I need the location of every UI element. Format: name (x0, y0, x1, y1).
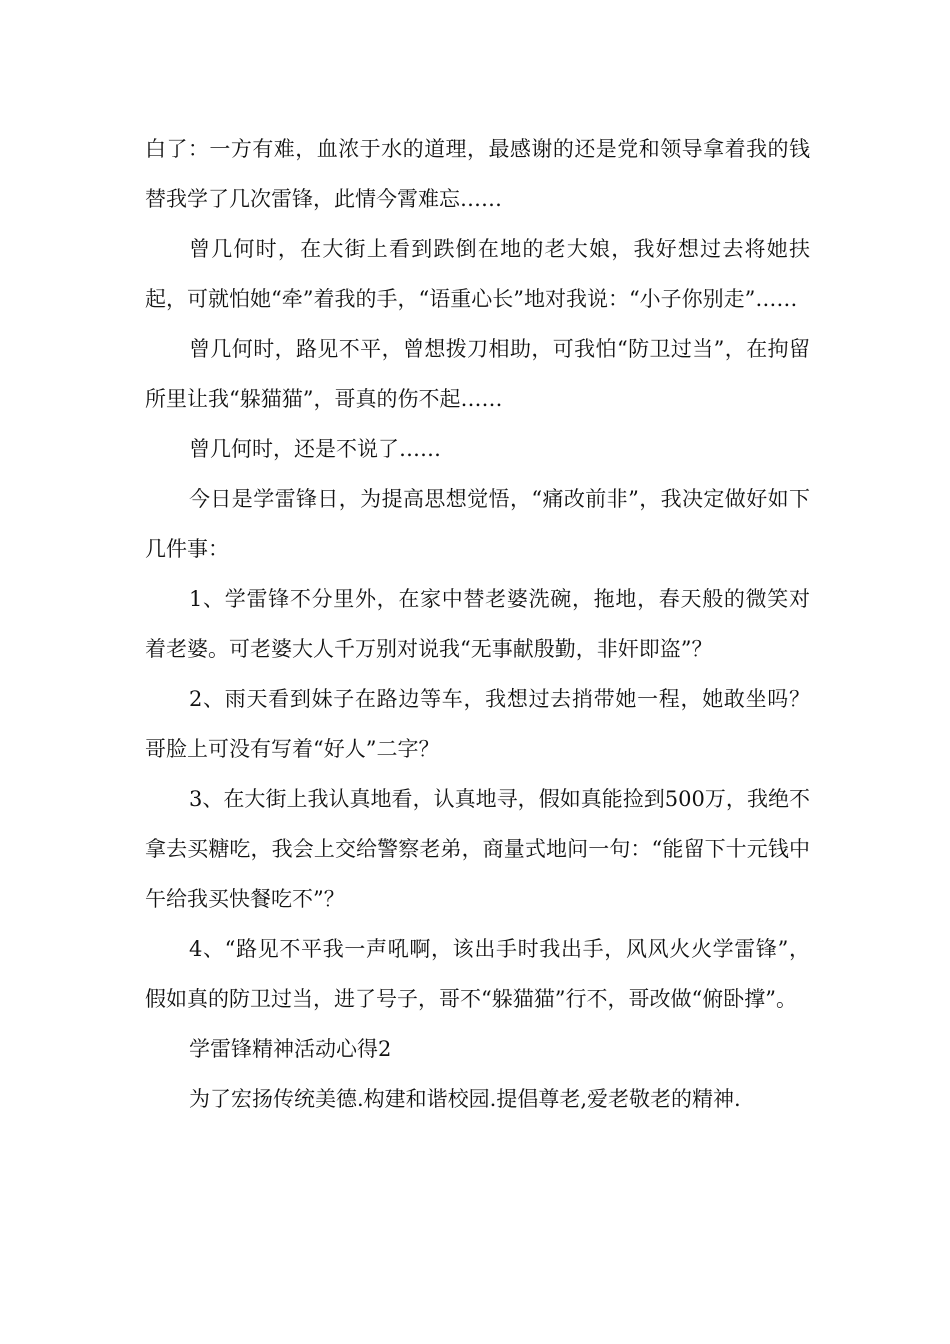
paragraph-3: 曾几何时，路见不平，曾想拨刀相助，可我怕“防卫过当”，在拘留所里让我“躲猫猫”，哥真的伤不起…… (145, 337, 810, 411)
paragraph-1: 白了：一方有难，血浓于水的道理，最感谢的还是党和领导拿着我的钱替我学了几次雷锋，此情今霄难忘…… (145, 137, 810, 211)
paragraph-10: 为了宏扬传统美德.构建和谐校园.提倡尊老,爱老敬老的精神. (189, 1087, 741, 1111)
paragraph-7: 2、雨天看到妹子在路边等车，我想过去捎带她一程，她敢坐吗？哥脸上可没有写着“好人”二字？ (145, 687, 810, 761)
paragraph-8: 3、在大街上我认真地看，认真地寻，假如真能捡到500万，我绝不拿去买糖吃，我会上交给警察老弟，商量式地问一句：“能留下十元钱中午给我买快餐吃不”？ (145, 787, 810, 911)
document-body (145, 124, 810, 1124)
paragraph-2: 曾几何时，在大街上看到跌倒在地的老大娘，我好想过去将她扶起，可就怕她“牵”着我的手，“语重心长”地对我说：“小子你别走”…… (145, 237, 810, 311)
paragraph-9: 4、“路见不平我一声吼啊，该出手时我出手，风风火火学雷锋”，假如真的防卫过当，进了号子，哥不“躲猫猫”行不，哥改做“俯卧撑”。 (145, 937, 810, 1011)
section-heading: 学雷锋精神活动心得2 (189, 1037, 392, 1061)
paragraph-6: 1、学雷锋不分里外，在家中替老婆洗碗，拖地，春天般的微笑对着老婆。可老婆大人千万别对说我“无事献殷勤，非奸即盗”？ (145, 587, 810, 661)
paragraph-5: 今日是学雷锋日，为提高思想觉悟，“痛改前非”，我决定做好如下几件事： (145, 487, 810, 561)
paragraph-4: 曾几何时，还是不说了…… (189, 437, 441, 461)
